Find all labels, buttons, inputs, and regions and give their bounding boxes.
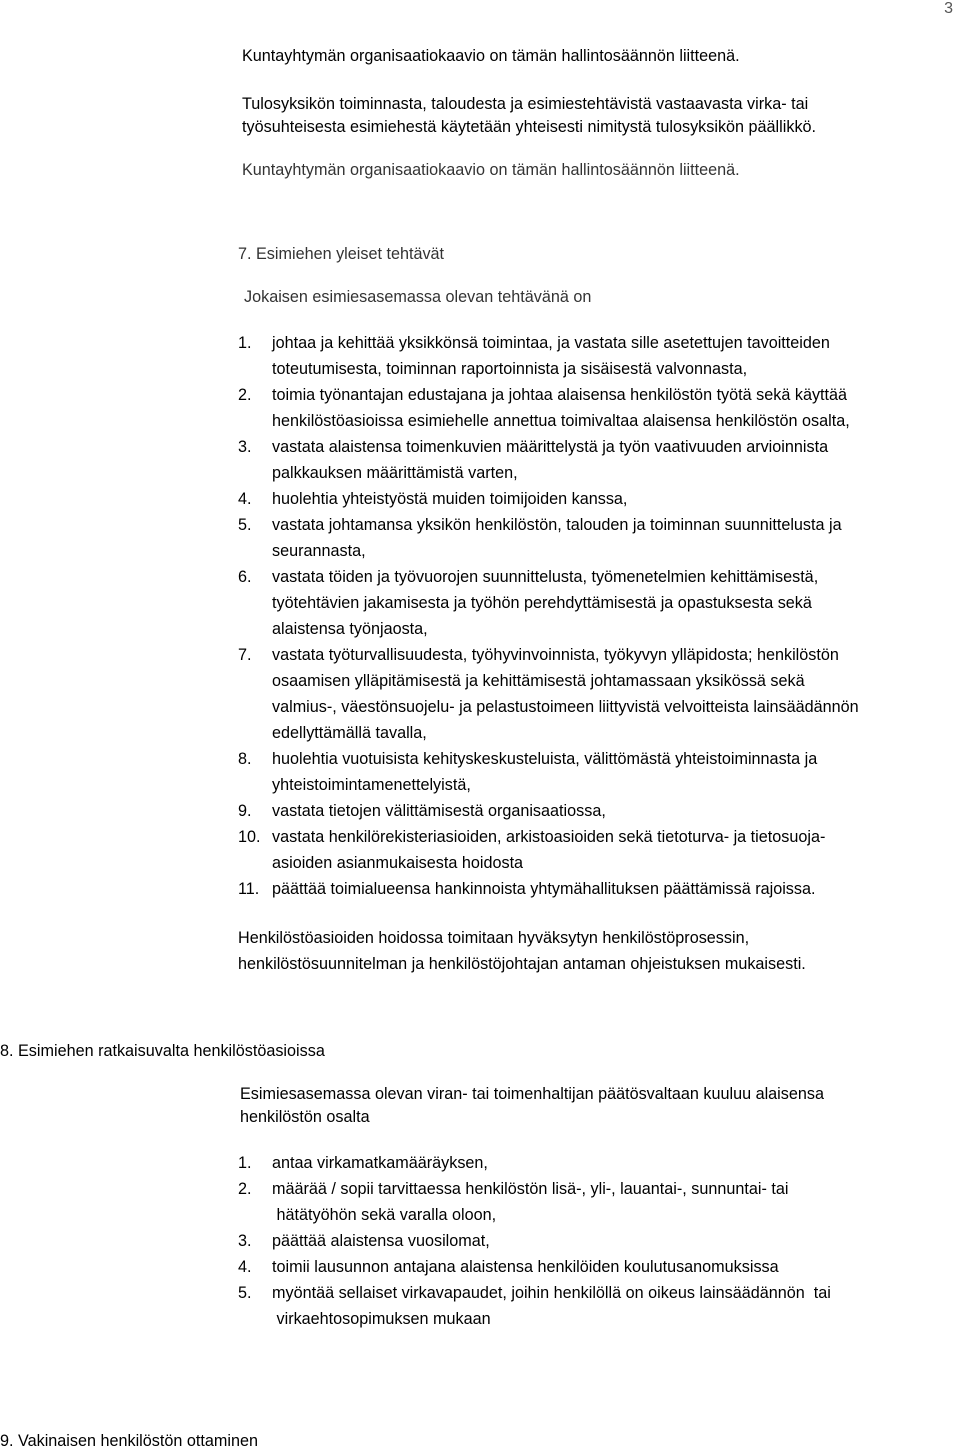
list-item [238, 512, 958, 564]
section-8-lead-line-2: henkilöstön osalta [240, 1108, 370, 1126]
list-item [238, 798, 958, 824]
list-item [238, 746, 958, 798]
list-item [238, 330, 958, 382]
list-item-line: määrää / sopii tarvittaessa henkilöstön lisä-, yli-, lauantai-, sunnuntai- tai [272, 1180, 789, 1198]
list-item-line: osaamisen ylläpitämisestä ja kehittämisestä johtamassaan yksikössä sekä [272, 672, 805, 690]
list-item-line: seurannasta, [272, 542, 366, 560]
list-item-number: 3. [238, 438, 252, 456]
list-item-line: valmius-, väestönsuojelu- ja pelastustoimeen liittyvistä velvoitteista lainsäädännön [272, 698, 859, 716]
section-8-authority-list [238, 1150, 958, 1332]
list-item-line: toimii lausunnon antajana alaistensa henkilöiden koulutusanomuksissa [272, 1258, 779, 1276]
list-item [238, 824, 958, 876]
list-item [238, 382, 958, 434]
list-item-number: 2. [238, 1180, 252, 1198]
list-item-number: 8. [238, 750, 252, 768]
list-item-line: alaistensa työnjaosta, [272, 620, 428, 638]
list-item-number: 2. [238, 386, 252, 404]
intro-paragraph-3: Kuntayhtymän organisaatiokaavio on tämän hallintosäännön liitteenä. [242, 161, 740, 179]
section-8-lead-line-1: Esimiesasemassa olevan viran- tai toimenhaltijan päätösvaltaan kuuluu alaisensa [240, 1085, 824, 1103]
list-item-line: päättää alaistensa vuosilomat, [272, 1232, 490, 1250]
section-7-lead: Jokaisen esimiesasemassa olevan tehtävänä on [244, 288, 592, 306]
list-item-number: 10. [238, 828, 261, 846]
list-item-number: 6. [238, 568, 252, 586]
list-item [238, 1280, 958, 1332]
list-item-line: hätätyöhön sekä varalla oloon, [272, 1206, 497, 1224]
list-item [238, 1176, 958, 1228]
list-item-line: johtaa ja kehittää yksikkönsä toimintaa, ja vastata sille asetettujen tavoitteiden [272, 334, 830, 352]
intro-paragraph-2-line-1: Tulosyksikön toiminnasta, taloudesta ja esimiestehtävistä vastaavasta virka- tai [242, 95, 809, 113]
list-item-number: 3. [238, 1232, 252, 1250]
list-item-line: palkkauksen määrittämistä varten, [272, 464, 518, 482]
list-item-line: huolehtia yhteistyöstä muiden toimijoiden kanssa, [272, 490, 628, 508]
list-item-number: 11. [238, 880, 260, 898]
section-8-heading: 8. Esimiehen ratkaisuvalta henkilöstöasioissa [0, 1042, 325, 1060]
list-item-line: työtehtävien jakamisesta ja työhön perehdyttämisestä ja opastuksesta sekä [272, 594, 812, 612]
list-item-line: toteutumisesta, toiminnan raportoinnista ja sisäisestä valvonnasta, [272, 360, 748, 378]
list-item-line: antaa virkamatkamääräyksen, [272, 1154, 488, 1172]
list-item [238, 486, 958, 512]
list-item-number: 4. [238, 1258, 252, 1276]
list-item-line: myöntää sellaiset virkavapaudet, joihin henkilöllä on oikeus lainsäädännön tai [272, 1284, 831, 1302]
list-item-line: huolehtia vuotuisista kehityskeskusteluista, välittömästä yhteistoiminnasta ja [272, 750, 818, 768]
list-item-line: vastata johtamansa yksikön henkilöstön, talouden ja toiminnan suunnittelusta ja [272, 516, 842, 534]
list-item-number: 5. [238, 1284, 252, 1302]
list-item-line: toimia työnantajan edustajana ja johtaa alaisensa henkilöstön työtä sekä käyttää [272, 386, 848, 404]
list-item-line: asioiden asianmukaisesta hoidosta [272, 854, 524, 872]
list-item-line: vastata työturvallisuudesta, työhyvinvoinnista, työkyvyn ylläpidosta; henkilöstön [272, 646, 839, 664]
list-item-line: henkilöstöasioissa esimiehelle annettua toimivaltaa alaisensa henkilöstön osalta, [272, 412, 850, 430]
list-item-number: 7. [238, 646, 252, 664]
list-item-number: 4. [238, 490, 252, 508]
list-item-line: vastata alaistensa toimenkuvien määrittelystä ja työn vaativuuden arvioinnista [272, 438, 829, 456]
section-7-task-list [238, 330, 958, 902]
list-item [238, 1150, 958, 1176]
list-item-number: 1. [238, 334, 252, 352]
list-item-number: 9. [238, 802, 252, 820]
list-item [238, 1228, 958, 1254]
list-item-line: virkaehtosopimuksen mukaan [272, 1310, 491, 1328]
intro-paragraph-2-line-2: työsuhteisesta esimiehestä käytetään yhteisesti nimitystä tulosyksikön päällikkö. [242, 118, 817, 136]
list-item-line: edellyttämällä tavalla, [272, 724, 427, 742]
list-item-line: vastata henkilörekisteriasioiden, arkistoasioiden sekä tietoturva- ja tietosuoja- [272, 828, 826, 846]
list-item [238, 876, 958, 902]
section-7-closing-line-2: henkilöstösuunnitelman ja henkilöstöjohtajan antaman ohjeistuksen mukaisesti. [238, 955, 806, 973]
intro-paragraph-1: Kuntayhtymän organisaatiokaavio on tämän hallintosäännön liitteenä. [242, 47, 740, 65]
list-item [238, 642, 958, 746]
list-item [238, 434, 958, 486]
list-item-line: vastata tietojen välittämisestä organisaatiossa, [272, 802, 606, 820]
list-item-line: yhteistoimintamenettelyistä, [272, 776, 471, 794]
list-item-number: 5. [238, 516, 252, 534]
list-item-line: vastata töiden ja työvuorojen suunnittelusta, työmenetelmien kehittämisestä, [272, 568, 819, 586]
section-7-closing-line-1: Henkilöstöasioiden hoidossa toimitaan hyväksytyn henkilöstöprosessin, [238, 929, 750, 947]
list-item-line: päättää toimialueensa hankinnoista yhtymähallituksen päättämissä rajoissa. [272, 880, 816, 898]
list-item [238, 564, 958, 642]
list-item [238, 1254, 958, 1280]
list-item-number: 1. [238, 1154, 252, 1172]
section-9-heading: 9. Vakinaisen henkilöstön ottaminen [0, 1432, 258, 1450]
section-7-heading: 7. Esimiehen yleiset tehtävät [238, 245, 445, 263]
page-number: 3 [944, 0, 953, 17]
